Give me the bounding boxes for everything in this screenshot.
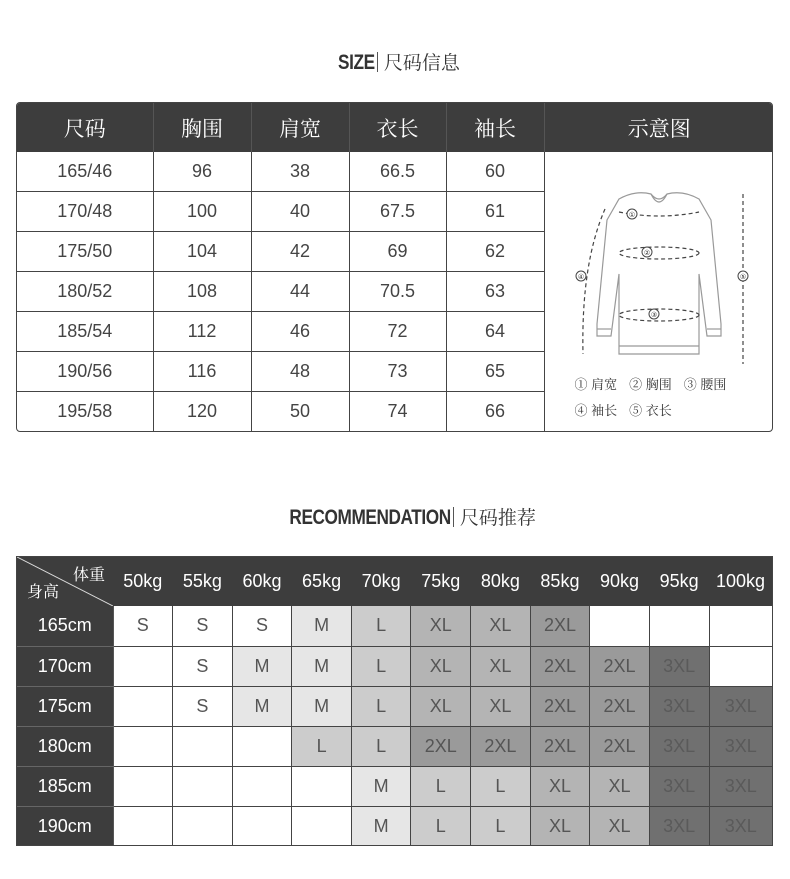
cell-size: 185/54 xyxy=(17,312,153,352)
size-section-heading xyxy=(0,48,790,75)
size-cell: XL xyxy=(590,766,650,806)
size-cell: XL xyxy=(530,766,590,806)
size-cell xyxy=(709,646,772,686)
size-cell: L xyxy=(411,766,471,806)
marker-5: ⑤ xyxy=(739,273,746,281)
cell-sleeve: 64 xyxy=(446,312,544,352)
legend-item: ② 胸围 xyxy=(629,377,672,392)
cell-shoulder: 40 xyxy=(251,191,349,231)
cell-length: 66.5 xyxy=(349,152,446,191)
size-cell: 2XL xyxy=(530,686,590,726)
rec-table-row xyxy=(17,726,772,766)
weight-header: 50kg xyxy=(113,557,173,606)
size-cell: M xyxy=(292,686,352,726)
size-cell: XL xyxy=(471,646,531,686)
weight-header: 90kg xyxy=(590,557,650,606)
cell-size: 195/58 xyxy=(17,392,153,431)
cell-shoulder: 48 xyxy=(251,352,349,392)
size-cell xyxy=(113,806,173,846)
rec-title-en: RECOMMENDATION xyxy=(289,506,451,529)
size-cell: L xyxy=(351,606,411,646)
size-cell xyxy=(709,606,772,646)
height-axis-label: 身高 xyxy=(27,584,60,601)
size-cell: S xyxy=(113,606,173,646)
size-cell: 3XL xyxy=(649,646,709,686)
rec-section-heading xyxy=(0,503,790,530)
sweatshirt-illustration xyxy=(547,164,773,364)
size-cell xyxy=(232,806,292,846)
header-diagram: 示意图 xyxy=(544,103,773,152)
size-cell: 2XL xyxy=(530,726,590,766)
size-table xyxy=(16,102,773,432)
height-header: 190cm xyxy=(17,806,113,846)
size-table-row xyxy=(17,152,773,191)
size-cell: 3XL xyxy=(709,686,772,726)
weight-header: 55kg xyxy=(173,557,233,606)
height-header: 170cm xyxy=(17,646,113,686)
size-cell: 3XL xyxy=(649,686,709,726)
size-cell: 2XL xyxy=(530,646,590,686)
size-cell xyxy=(173,806,233,846)
cell-size: 170/48 xyxy=(17,191,153,231)
size-cell xyxy=(113,646,173,686)
weight-axis-label: 体重 xyxy=(72,567,105,584)
cell-chest: 96 xyxy=(153,152,251,191)
cell-chest: 100 xyxy=(153,191,251,231)
cell-size: 180/52 xyxy=(17,271,153,311)
size-cell: L xyxy=(292,726,352,766)
size-cell xyxy=(292,766,352,806)
rec-table-row xyxy=(17,686,772,726)
rec-title-cn: 尺码推荐 xyxy=(459,507,536,529)
size-cell: L xyxy=(351,646,411,686)
size-cell xyxy=(113,726,173,766)
weight-header: 100kg xyxy=(709,557,772,606)
size-cell: XL xyxy=(411,646,471,686)
weight-header: 60kg xyxy=(232,557,292,606)
cell-chest: 112 xyxy=(153,312,251,352)
header-size: 尺码 xyxy=(17,103,153,152)
size-cell: XL xyxy=(411,686,471,726)
size-cell: 2XL xyxy=(411,726,471,766)
size-cell: 3XL xyxy=(649,766,709,806)
size-cell: M xyxy=(292,646,352,686)
size-cell: 2XL xyxy=(471,726,531,766)
cell-shoulder: 38 xyxy=(251,152,349,191)
size-cell: M xyxy=(351,806,411,846)
size-cell xyxy=(113,766,173,806)
diagram-legend-line-1 xyxy=(575,374,739,393)
size-cell: S xyxy=(173,646,233,686)
header-shoulder: 肩宽 xyxy=(251,103,349,152)
cell-sleeve: 61 xyxy=(446,191,544,231)
legend-item: ① 肩宽 xyxy=(574,377,618,392)
size-cell: XL xyxy=(411,606,471,646)
size-cell xyxy=(113,686,173,726)
rec-table-row xyxy=(17,606,772,646)
size-cell: L xyxy=(351,726,411,766)
diagram-legend-line-2 xyxy=(575,400,684,419)
size-cell xyxy=(173,726,233,766)
cell-length: 72 xyxy=(349,312,446,352)
size-cell xyxy=(590,606,650,646)
cell-shoulder: 42 xyxy=(251,231,349,271)
marker-4: ④ xyxy=(577,273,584,281)
size-cell: L xyxy=(411,806,471,846)
cell-sleeve: 66 xyxy=(446,392,544,431)
size-cell: L xyxy=(351,686,411,726)
rec-table-row xyxy=(17,806,772,846)
cell-sleeve: 60 xyxy=(446,152,544,191)
corner-cell xyxy=(17,557,113,606)
weight-header: 80kg xyxy=(471,557,531,606)
size-cell: 2XL xyxy=(590,726,650,766)
cell-size: 190/56 xyxy=(17,352,153,392)
size-cell: 2XL xyxy=(590,646,650,686)
title-divider xyxy=(377,52,378,72)
recommendation-table xyxy=(16,556,773,846)
size-cell: XL xyxy=(471,686,531,726)
cell-length: 70.5 xyxy=(349,271,446,311)
size-cell xyxy=(173,766,233,806)
cell-sleeve: 65 xyxy=(446,352,544,392)
size-cell: S xyxy=(173,606,233,646)
cell-length: 67.5 xyxy=(349,191,446,231)
marker-3: ③ xyxy=(650,311,657,319)
cell-length: 69 xyxy=(349,231,446,271)
cell-chest: 120 xyxy=(153,392,251,431)
size-title-en: SIZE xyxy=(338,51,375,74)
size-cell: M xyxy=(292,606,352,646)
weight-header: 75kg xyxy=(411,557,471,606)
height-header: 185cm xyxy=(17,766,113,806)
size-cell xyxy=(232,726,292,766)
cell-chest: 104 xyxy=(153,231,251,271)
size-cell: L xyxy=(471,806,531,846)
cell-size: 165/46 xyxy=(17,152,153,191)
cell-length: 74 xyxy=(349,392,446,431)
size-cell: M xyxy=(232,686,292,726)
header-length: 衣长 xyxy=(349,103,446,152)
header-sleeve: 袖长 xyxy=(446,103,544,152)
weight-header: 65kg xyxy=(292,557,352,606)
rec-table-row xyxy=(17,646,772,686)
height-header: 165cm xyxy=(17,606,113,646)
rec-table-header xyxy=(17,557,772,606)
cell-chest: 116 xyxy=(153,352,251,392)
cell-shoulder: 46 xyxy=(251,312,349,352)
rec-table-row xyxy=(17,766,772,806)
header-chest: 胸围 xyxy=(153,103,251,152)
size-cell xyxy=(232,766,292,806)
size-cell: S xyxy=(232,606,292,646)
weight-header: 85kg xyxy=(530,557,590,606)
title-divider xyxy=(453,507,454,527)
size-cell: 2XL xyxy=(590,686,650,726)
garment-diagram xyxy=(544,152,773,431)
legend-item: ④ 袖长 xyxy=(574,403,618,418)
marker-1: ① xyxy=(628,211,635,219)
cell-chest: 108 xyxy=(153,271,251,311)
size-cell xyxy=(649,606,709,646)
size-cell: XL xyxy=(590,806,650,846)
cell-sleeve: 62 xyxy=(446,231,544,271)
marker-2: ② xyxy=(643,249,650,257)
weight-header: 70kg xyxy=(351,557,411,606)
cell-length: 73 xyxy=(349,352,446,392)
size-cell: 3XL xyxy=(709,726,772,766)
size-cell: XL xyxy=(530,806,590,846)
size-cell: 2XL xyxy=(530,606,590,646)
legend-item: ③ 腰围 xyxy=(683,377,727,392)
height-header: 175cm xyxy=(17,686,113,726)
cell-shoulder: 50 xyxy=(251,392,349,431)
size-table-header xyxy=(17,103,773,152)
size-cell: M xyxy=(351,766,411,806)
size-cell xyxy=(292,806,352,846)
size-cell: 3XL xyxy=(649,806,709,846)
size-cell: XL xyxy=(471,606,531,646)
size-cell: 3XL xyxy=(709,766,772,806)
size-title-cn: 尺码信息 xyxy=(383,52,460,74)
size-cell: L xyxy=(471,766,531,806)
cell-size: 175/50 xyxy=(17,231,153,271)
size-cell: S xyxy=(173,686,233,726)
weight-header: 95kg xyxy=(649,557,709,606)
cell-sleeve: 63 xyxy=(446,271,544,311)
size-cell: 3XL xyxy=(649,726,709,766)
size-cell: M xyxy=(232,646,292,686)
legend-item: ⑤ 衣长 xyxy=(629,403,672,418)
cell-shoulder: 44 xyxy=(251,271,349,311)
size-cell: 3XL xyxy=(709,806,772,846)
height-header: 180cm xyxy=(17,726,113,766)
